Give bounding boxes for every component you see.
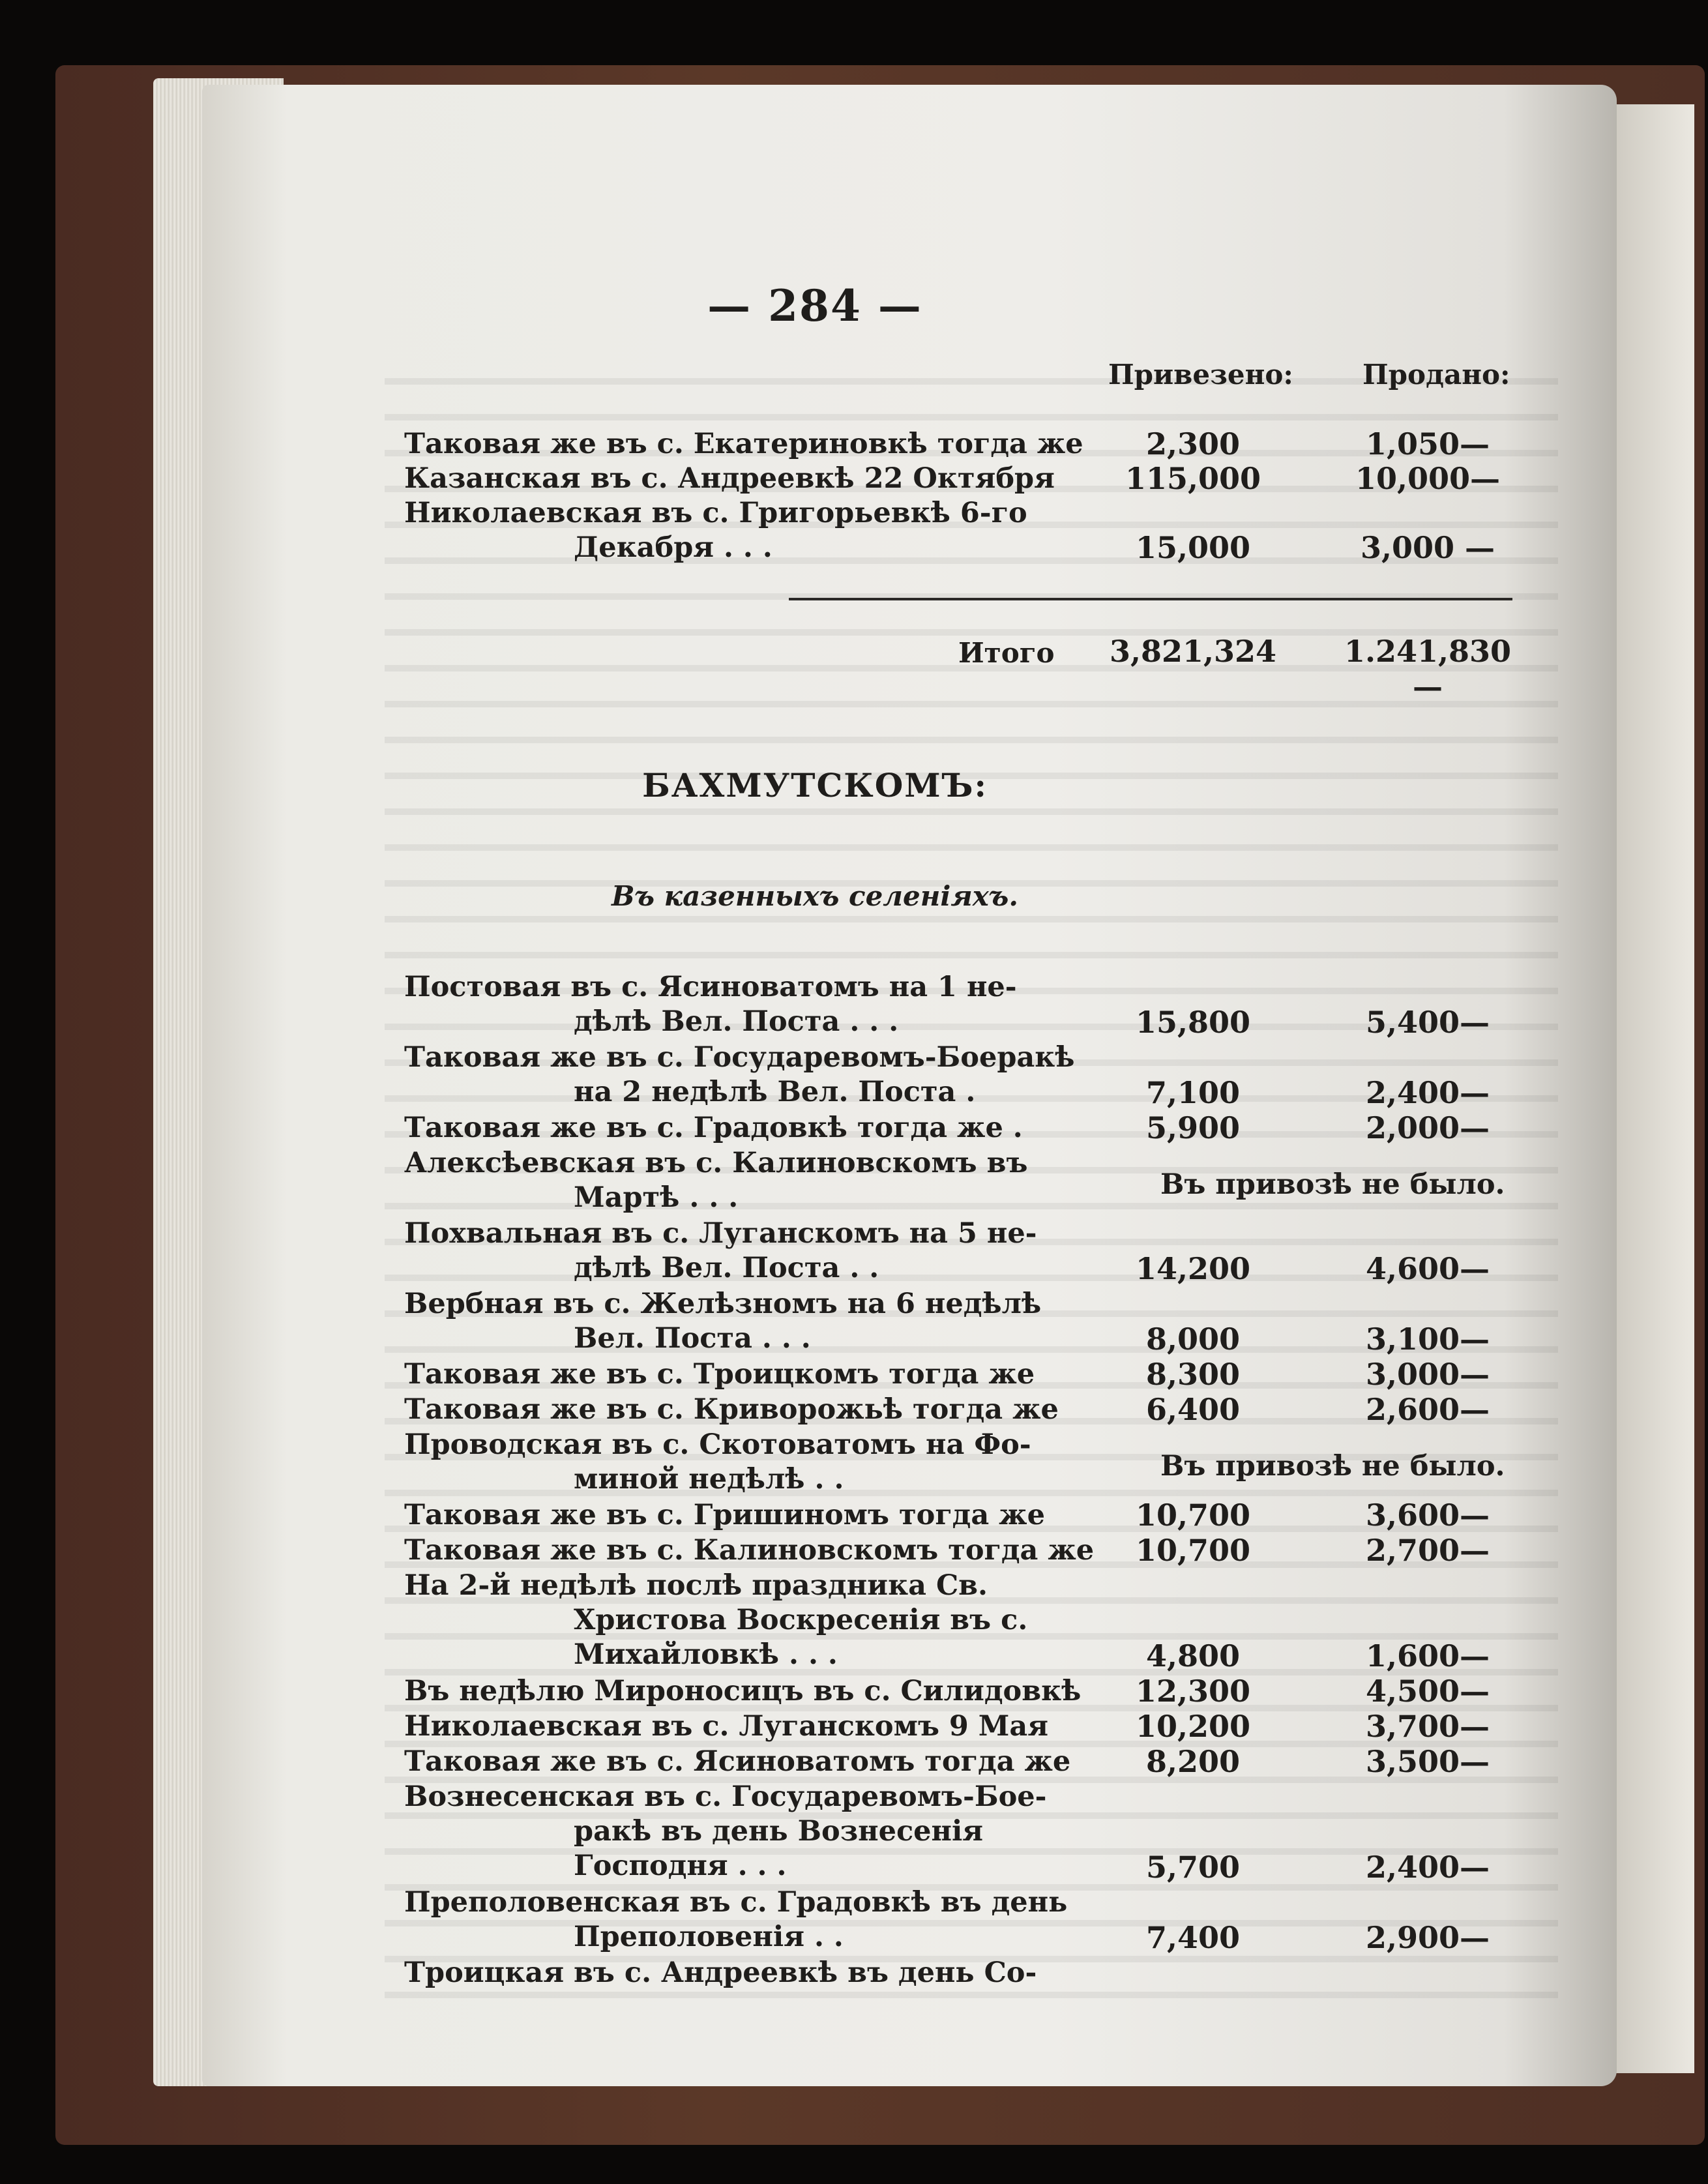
sold-value: 2,600—: [1365, 1392, 1490, 1427]
row-label: [404, 1885, 1121, 1955]
row-label: [404, 1357, 1121, 1392]
sold-value: 1,600—: [1365, 1638, 1490, 1674]
sold-value: 4,500—: [1365, 1674, 1490, 1709]
row-label: [404, 1498, 1121, 1533]
brought-value: 12,300: [1135, 1674, 1251, 1709]
row-label-line: Декабря . . .: [574, 531, 773, 564]
brought-value: 15,800: [1135, 1005, 1251, 1040]
column-header-sold: Продано:: [1362, 359, 1510, 391]
row-label-line: Михайловкѣ . . .: [574, 1638, 838, 1671]
row-label-line: Таковая же въ с. Екатериновкѣ тогда же: [404, 428, 1083, 460]
row-label: [404, 1040, 1121, 1110]
sold-value: 2,400—: [1365, 1850, 1490, 1885]
row-label-line: Троицкая въ с. Андреевкѣ въ день Со-: [404, 1956, 1037, 1989]
brought-value: 115,000: [1125, 461, 1261, 496]
section-subtitle: Въ казенныхъ селеніяхъ.: [611, 880, 1018, 912]
brought-value: 10,700: [1135, 1498, 1251, 1533]
row-label: [404, 1146, 1121, 1215]
row-label-line: на 2 недѣлѣ Вел. Поста .: [574, 1076, 976, 1108]
row-label: [404, 1745, 1121, 1779]
sold-value: 3,000 —: [1360, 530, 1495, 565]
row-label: [404, 1674, 1121, 1709]
brought-value: 5,700: [1145, 1850, 1241, 1885]
row-label: [404, 1780, 1121, 1883]
row-label-line: дѣлѣ Вел. Поста . .: [574, 1252, 879, 1284]
row-label-line: Преполовенская въ с. Градовкѣ въ день: [404, 1886, 1068, 1919]
sold-value: 1,050—: [1365, 426, 1490, 462]
brought-value: 6,400: [1145, 1392, 1241, 1427]
row-label-line: ракѣ въ день Вознесенія: [574, 1815, 984, 1848]
row-label: [404, 1956, 1121, 1990]
row-label-line: Таковая же въ с. Государевомъ-Боеракѣ: [404, 1041, 1075, 1074]
row-label: [404, 1217, 1121, 1286]
total-sold: 1.241,830—: [1344, 634, 1512, 704]
row-label-line: Таковая же въ с. Троицкомъ тогда же: [404, 1358, 1035, 1391]
sold-value: 3,700—: [1365, 1709, 1490, 1744]
section-title: БАХМУТСКОМЪ:: [642, 766, 988, 804]
brought-value: 8,300: [1145, 1357, 1241, 1392]
row-label-line: Вербная въ с. Желѣзномъ на 6 недѣлѣ: [404, 1288, 1042, 1320]
row-label: [404, 1111, 1121, 1145]
sold-value: 2,700—: [1365, 1533, 1490, 1568]
brought-value: 2,300: [1145, 426, 1241, 462]
row-label-line: Вел. Поста . . .: [574, 1322, 811, 1355]
row-label-line: Таковая же въ с. Ясиноватомъ тогда же: [404, 1745, 1071, 1778]
row-label-line: Николаевская въ с. Григорьевкѣ 6-го: [404, 497, 1027, 529]
row-label-line: миной недѣлѣ . .: [574, 1463, 844, 1496]
row-label-line: Таковая же въ с. Калиновскомъ тогда же: [404, 1534, 1095, 1567]
row-note: Въ привозѣ не было.: [1160, 1168, 1505, 1201]
total-brought: 3,821,324: [1109, 634, 1277, 669]
row-label: [404, 1569, 1121, 1672]
sold-value: 3,000—: [1365, 1357, 1490, 1392]
row-label-line: Мартѣ . . .: [574, 1181, 739, 1214]
sold-value: 3,600—: [1365, 1498, 1490, 1533]
total-label: Итого: [958, 637, 1055, 669]
row-label-line: Проводская въ с. Скотоватомъ на Фо-: [404, 1428, 1031, 1461]
sold-value: 3,500—: [1365, 1744, 1490, 1779]
brought-value: 15,000: [1135, 530, 1251, 565]
row-label: [404, 427, 1121, 462]
total-divider: [789, 598, 1512, 600]
brought-value: 8,000: [1145, 1321, 1241, 1357]
row-label-line: дѣлѣ Вел. Поста . . .: [574, 1005, 899, 1038]
row-label-line: Таковая же въ с. Градовкѣ тогда же .: [404, 1112, 1023, 1144]
sold-value: 2,000—: [1365, 1110, 1490, 1145]
row-label-line: Постовая въ с. Ясиноватомъ на 1 не-: [404, 971, 1017, 1003]
row-label: [404, 496, 1121, 565]
sold-value: 4,600—: [1365, 1251, 1490, 1286]
row-label: [404, 1393, 1121, 1427]
brought-value: 7,400: [1145, 1920, 1241, 1955]
sold-value: 3,100—: [1365, 1321, 1490, 1357]
brought-value: 4,800: [1145, 1638, 1241, 1674]
brought-value: 7,100: [1145, 1075, 1241, 1110]
facing-page-edge: [1613, 104, 1694, 2073]
row-label-line: Алексѣевская въ с. Калиновскомъ въ: [404, 1147, 1028, 1179]
brought-value: 10,200: [1135, 1709, 1251, 1744]
row-label: [404, 462, 1121, 496]
brought-value: 14,200: [1135, 1251, 1251, 1286]
row-label: [404, 1533, 1121, 1568]
brought-value: 10,700: [1135, 1533, 1251, 1568]
row-label: [404, 1709, 1121, 1744]
row-label-line: Вознесенская въ с. Государевомъ-Бое-: [404, 1780, 1047, 1813]
row-label-line: Таковая же въ с. Гришиномъ тогда же: [404, 1499, 1045, 1531]
sold-value: 2,400—: [1365, 1075, 1490, 1110]
row-label: [404, 1287, 1121, 1356]
row-label: [404, 1428, 1121, 1497]
row-label-line: Христова Воскресенія въ с.: [574, 1604, 1028, 1636]
row-label-line: Въ недѣлю Мироносицъ въ с. Силидовкѣ: [404, 1675, 1082, 1707]
sold-value: 10,000—: [1355, 461, 1501, 496]
sold-value: 2,900—: [1365, 1920, 1490, 1955]
row-label-line: На 2-й недѣлѣ послѣ праздника Св.: [404, 1569, 988, 1602]
row-label-line: Похвальная въ с. Луганскомъ на 5 не-: [404, 1217, 1037, 1250]
sold-value: 5,400—: [1365, 1005, 1490, 1040]
row-note: Въ привозѣ не было.: [1160, 1450, 1505, 1483]
brought-value: 5,900: [1145, 1110, 1241, 1145]
row-label-line: Преполовенія . .: [574, 1921, 844, 1953]
brought-value: 8,200: [1145, 1744, 1241, 1779]
page-content: [404, 261, 1525, 2041]
row-label-line: Николаевская въ с. Луганскомъ 9 Мая: [404, 1710, 1049, 1743]
row-label: [404, 970, 1121, 1039]
column-header-brought: Привезено:: [1108, 359, 1293, 391]
row-label-line: Господня . . .: [574, 1850, 787, 1882]
row-label-line: Казанская въ с. Андреевкѣ 22 Октября: [404, 462, 1055, 495]
row-label-line: Таковая же въ с. Криворожьѣ тогда же: [404, 1393, 1059, 1426]
page-number: — 284 —: [707, 280, 922, 331]
